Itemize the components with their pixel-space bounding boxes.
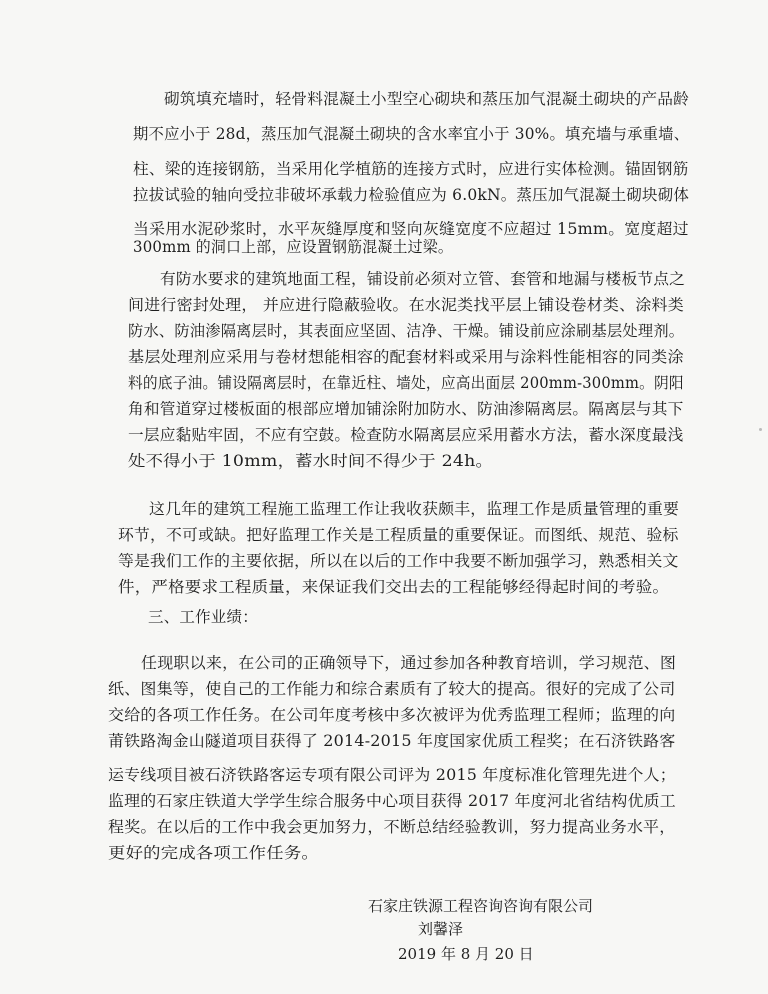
signature-company: 石家庄铁源工程咨询咨询有限公司 <box>368 897 594 915</box>
text-line: 任现职以来，在公司的正确领导下，通过参加各种教育培训，学习规范、图 <box>141 654 677 672</box>
text-line: 件，严格要求工程质量，来保证我们交出去的工程能够经得起时间的考验。 <box>118 578 670 596</box>
text-line: 等是我们工作的主要依据，所以在以后的工作中我要不断加强学习，熟悉相关文 <box>118 552 679 570</box>
text-line: 柱、梁的连接钢筋，当采用化学植筋的连接方式时，应进行实体检测。锚固钢筋 <box>133 160 689 178</box>
text-line: 拉拔试验的轴向受拉非破坏承载力检验值应为 6.0kN。蒸压加气混凝土砌块砌体 <box>133 186 690 204</box>
text-line: 料的底子油。铺设隔离层时，在靠近柱、墙处，应高出面层 200mm-300mm。阴阳 <box>128 374 684 392</box>
section-heading: 三、工作业绩： <box>148 608 258 626</box>
text-line: 当采用水泥砂浆时，水平灰缝厚度和竖向灰缝宽度不应超过 15mm。宽度超过 <box>133 220 689 238</box>
text-line: 处不得小于 10mm，蓄水时间不得少于 24h。 <box>128 452 494 470</box>
text-line: 运专线项目被石济铁路客运专项有限公司评为 2015 年度标准化管理先进个人； <box>108 766 676 784</box>
text-line: 监理的石家庄铁道大学学生综合服务中心项目获得 2017 年度河北省结构优质工 <box>108 792 676 810</box>
text-line: 间进行密封处理， 并应进行隐蔽验收。在水泥类找平层上铺设卷材类、涂料类 <box>128 296 684 314</box>
text-line: 角和管道穿过楼板面的根部应增加铺涂附加防水、防油渗隔离层。隔离层与其下 <box>128 400 684 418</box>
text-line: 砌筑填充墙时，轻骨料混凝土小型空心砌块和蒸压加气混凝土砌块的产品龄 <box>164 90 690 108</box>
text-line: 环节，不可或缺。把好监理工作关是工程质量的重要保证。而图纸、规范、验标 <box>118 526 679 544</box>
text-line: 纸、图集等，使自己的工作能力和综合素质有了较大的提高。很好的完成了公司 <box>108 680 676 698</box>
text-line: 交给的各项工作任务。在公司年度考核中多次被评为优秀监理工程师；监理的向 <box>108 706 676 724</box>
text-line: 更好的完成各项工作任务。 <box>108 844 320 862</box>
text-line: 期不应小于 28d，蒸压加气混凝土砌块的含水率宜小于 30%。填充墙与承重墙、 <box>133 125 690 143</box>
text-line: 300mm 的洞口上部，应设置钢筋混凝土过梁。 <box>133 238 454 256</box>
text-line: 基层处理剂应采用与卷材想能相容的配套材料或采用与涂料性能相容的同类涂 <box>128 348 684 366</box>
signature-name: 刘馨泽 <box>418 920 464 938</box>
scan-speck <box>759 428 762 431</box>
text-line: 有防水要求的建筑地面工程，铺设前必须对立管、套管和地漏与楼板节点之 <box>160 270 686 288</box>
text-line: 一层应黏贴牢固，不应有空鼓。检查防水隔离层应采用蓄水方法，蓄水深度最浅 <box>128 426 684 444</box>
text-line: 防水、防油渗隔离层时，其表面应坚固、洁净、干燥。铺设前应涂刷基层处理剂。 <box>128 322 685 340</box>
signature-date: 2019 年 8 月 20 日 <box>398 945 534 963</box>
text-line: 莆铁路淘金山隧道项目获得了 2014-2015 年度国家优质工程奖；在石济铁路客 <box>108 732 676 750</box>
text-line: 程奖。在以后的工作中我会更加努力，不断总结经验教训，努力提高业务水平， <box>108 818 676 836</box>
text-line: 这几年的建筑工程施工监理工作让我收获颇丰，监理工作是质量管理的重要 <box>149 500 680 518</box>
